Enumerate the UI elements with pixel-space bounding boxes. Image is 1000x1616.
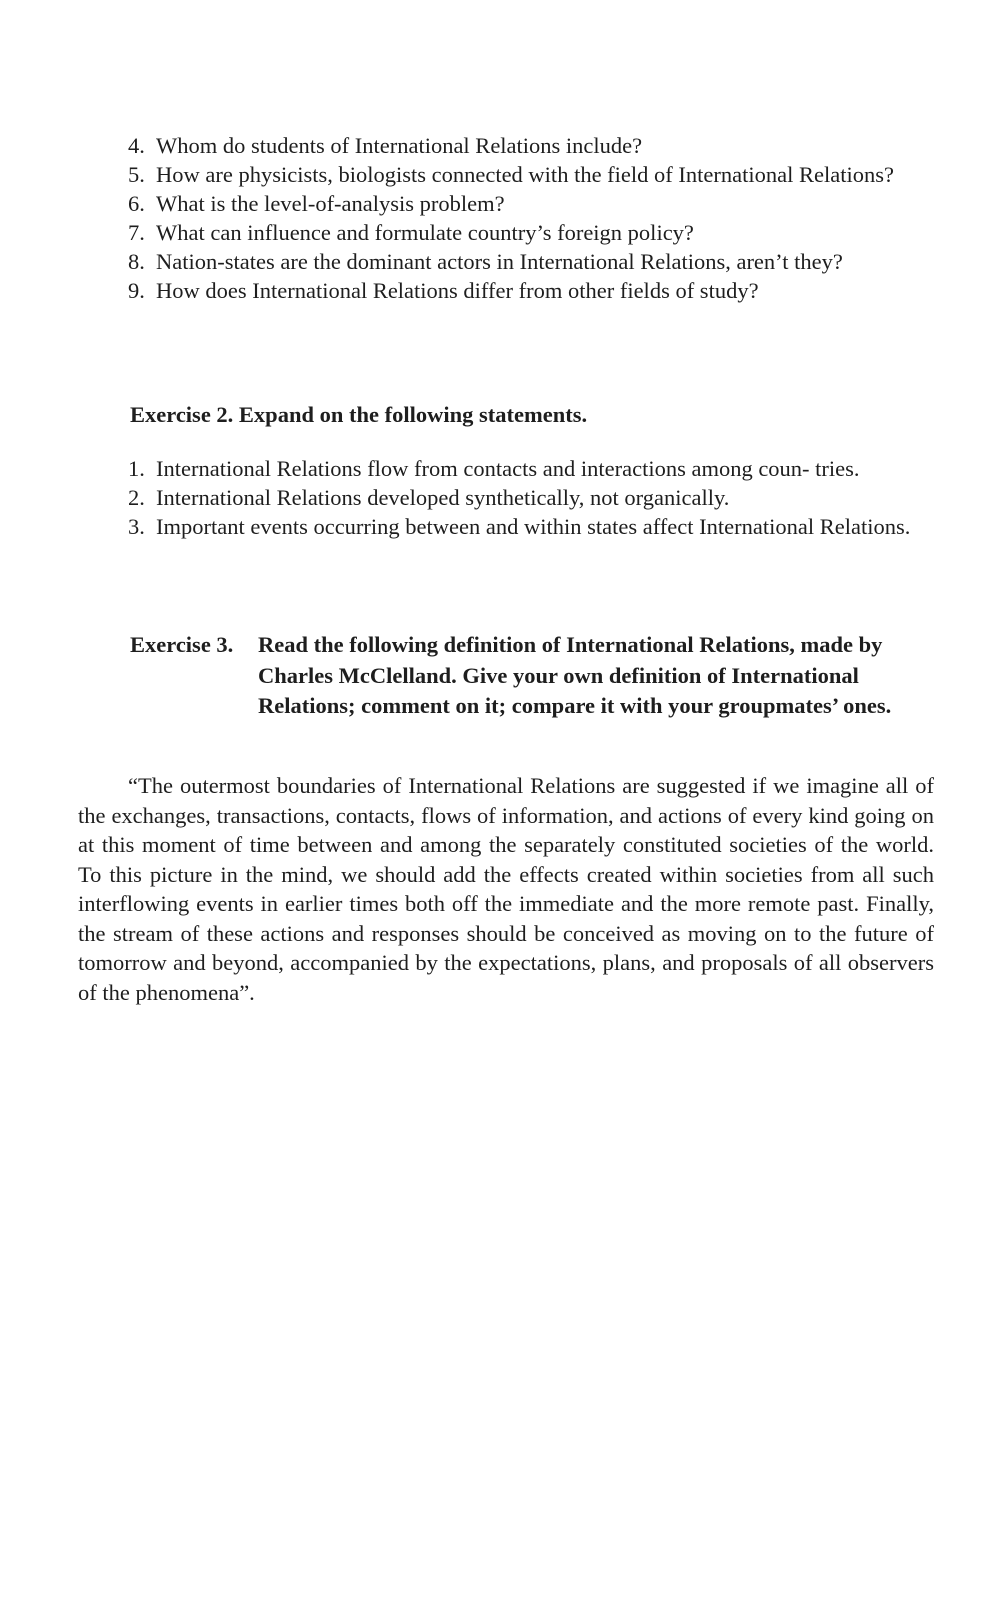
item-number: 3. bbox=[128, 514, 145, 539]
definition-quote: “The outermost boundaries of International Relations are suggested if we imagine all of the exchanges, transactions, contacts, flows of information, and actions of every kind going on at this moment of time between and among the separately constituted societies of the world. To this picture in the mind, we should add the effects created within societies from all such interflowing events in earlier times both off the immediate and the more remote past. Finally, the stream of these actions and responses should be conceived as moving on to the future of tomorrow and beyond, accompanied by the expectations, plans, and proposals of all observers of the phenomena”. bbox=[78, 773, 934, 1005]
item-number: 7. bbox=[128, 220, 145, 245]
list-item bbox=[128, 483, 936, 512]
item-number: 5. bbox=[128, 162, 145, 187]
statement-list bbox=[128, 454, 936, 541]
item-text: Important events occurring between and within states affect International Relations. bbox=[156, 514, 911, 539]
item-number: 4. bbox=[128, 133, 145, 158]
list-item bbox=[128, 131, 936, 160]
item-text: How does International Relations differ from other fields of study? bbox=[156, 278, 759, 303]
list-item bbox=[128, 512, 936, 541]
list-item bbox=[128, 247, 936, 276]
list-item bbox=[128, 454, 936, 483]
item-text: How are physicists, biologists connected with the field of International Relations? bbox=[156, 162, 894, 187]
item-text: International Relations flow from contacts and interactions among coun- tries. bbox=[156, 456, 860, 481]
exercise-3-heading bbox=[130, 630, 930, 722]
item-number: 1. bbox=[128, 456, 145, 481]
exercise-3-label: Exercise 3. bbox=[130, 632, 234, 657]
item-text: What is the level-of-analysis problem? bbox=[156, 191, 505, 216]
exercise-3-instructions: Read the following definition of International Relations, made by Charles McClelland. Give your own definition of International Relations; comment on it; compare it with your groupmates’ ones. bbox=[258, 632, 892, 718]
item-text: International Relations developed synthetically, not organically. bbox=[156, 485, 730, 510]
list-item bbox=[128, 276, 936, 305]
item-number: 8. bbox=[128, 249, 145, 274]
item-text: What can influence and formulate country’s foreign policy? bbox=[156, 220, 694, 245]
item-number: 9. bbox=[128, 278, 145, 303]
list-item bbox=[128, 189, 936, 218]
item-number: 6. bbox=[128, 191, 145, 216]
list-item bbox=[128, 160, 936, 189]
item-number: 2. bbox=[128, 485, 145, 510]
list-item bbox=[128, 218, 936, 247]
exercise-2-heading: Exercise 2. Expand on the following statements. bbox=[130, 402, 588, 427]
item-text: Nation-states are the dominant actors in International Relations, aren’t they? bbox=[156, 249, 843, 274]
item-text: Whom do students of International Relations include? bbox=[156, 133, 643, 158]
question-list bbox=[128, 131, 936, 305]
